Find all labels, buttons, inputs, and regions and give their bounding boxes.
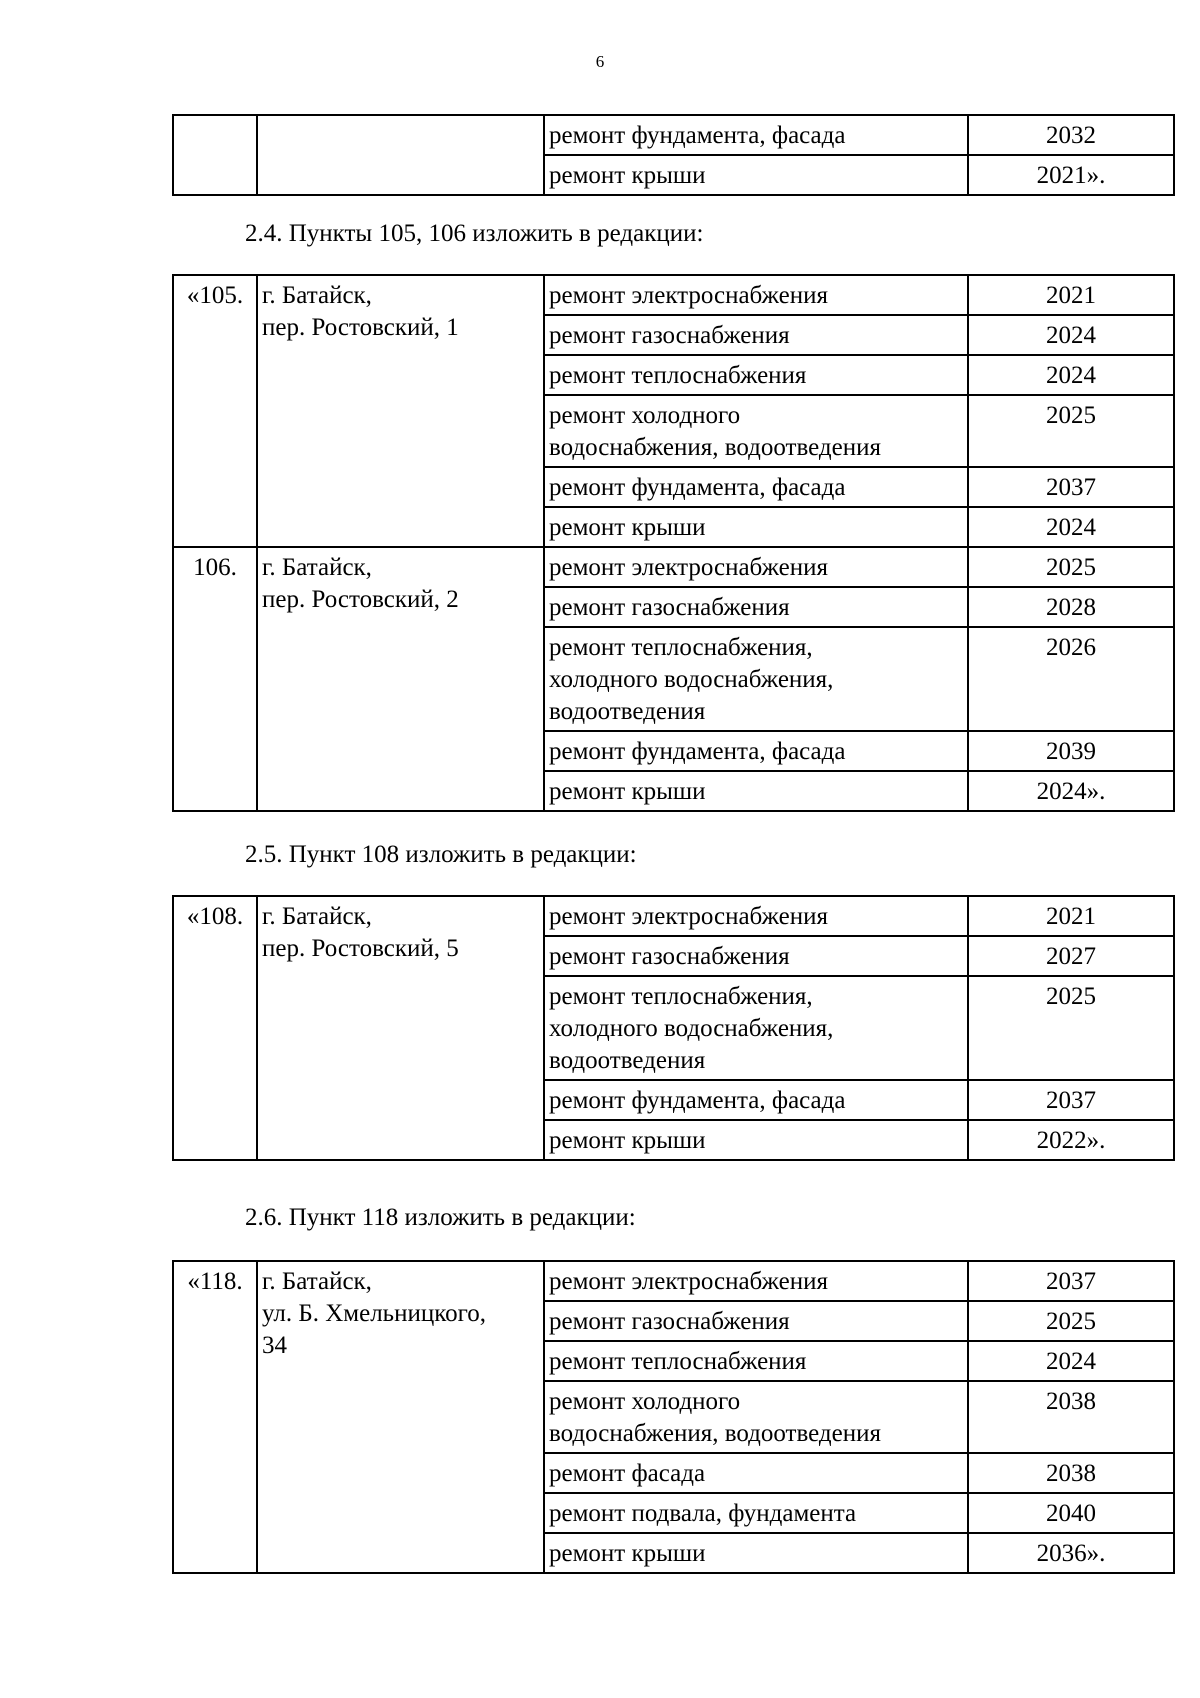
table-row [173, 115, 1174, 155]
work-line: холодного водоснабжения, [549, 666, 834, 693]
item-number-cell: «108. [173, 896, 257, 1160]
work-cell [544, 896, 968, 936]
work-line: ремонт газоснабжения [549, 594, 790, 621]
work-line: ремонт электроснабжения [549, 282, 828, 309]
address-cell [257, 896, 544, 1160]
work-cell [544, 1261, 968, 1301]
work-line: холодного водоснабжения, [549, 1015, 834, 1042]
table-row [173, 275, 1174, 315]
work-line: водоснабжения, водоотведения [549, 434, 881, 461]
item-number-cell: 106. [173, 547, 257, 811]
work-cell [544, 507, 968, 547]
address-line: г. Батайск, [262, 1268, 372, 1295]
year-cell: 2038 [968, 1381, 1174, 1453]
year-cell: 2037 [968, 467, 1174, 507]
work-cell [544, 976, 968, 1080]
year-cell: 2024 [968, 355, 1174, 395]
address-line: ул. Б. Хмельницкого, [262, 1300, 486, 1327]
year-cell: 2024». [968, 771, 1174, 811]
address-line: г. Батайск, [262, 282, 372, 309]
work-line: ремонт теплоснабжения, [549, 634, 813, 661]
year-cell: 2039 [968, 731, 1174, 771]
year-cell: 2025 [968, 976, 1174, 1080]
work-line: ремонт крыши [549, 778, 706, 805]
work-cell [544, 936, 968, 976]
work-cell [544, 771, 968, 811]
work-line: ремонт крыши [549, 1127, 706, 1154]
work-cell [544, 1080, 968, 1120]
year-cell: 2032 [968, 115, 1174, 155]
item-number-cell: «118. [173, 1261, 257, 1573]
year-cell: 2037 [968, 1261, 1174, 1301]
work-line: водоснабжения, водоотведения [549, 1420, 881, 1447]
table-row [173, 547, 1174, 587]
section-heading-2-5: 2.5. Пункт 108 изложить в редакции: [245, 841, 637, 868]
year-cell: 2021». [968, 155, 1174, 195]
work-line: ремонт фасада [549, 1460, 706, 1487]
work-cell [544, 275, 968, 315]
year-cell: 2022». [968, 1120, 1174, 1160]
work-line: ремонт холодного [549, 1388, 741, 1415]
work-cell [544, 395, 968, 467]
work-line: ремонт крыши [549, 514, 706, 541]
work-cell [544, 731, 968, 771]
work-cell [544, 467, 968, 507]
work-cell [544, 315, 968, 355]
work-line: ремонт газоснабжения [549, 322, 790, 349]
year-cell: 2028 [968, 587, 1174, 627]
year-cell: 2024 [968, 507, 1174, 547]
work-line: ремонт теплоснабжения [549, 1348, 807, 1375]
work-line: водоотведения [549, 1047, 706, 1074]
year-cell: 2036». [968, 1533, 1174, 1573]
section-heading-2-4: 2.4. Пункты 105, 106 изложить в редакции: [245, 220, 704, 247]
work-line: ремонт фундамента, фасада [549, 1087, 846, 1114]
year-cell: 2021 [968, 275, 1174, 315]
work-cell [544, 547, 968, 587]
work-cell [544, 1381, 968, 1453]
work-cell [544, 1493, 968, 1533]
work-cell: ремонт крыши [544, 155, 968, 195]
address-line: пер. Ростовский, 2 [262, 586, 459, 613]
work-cell [544, 355, 968, 395]
page-number: 6 [595, 52, 605, 71]
table-row [173, 896, 1174, 936]
work-line: ремонт теплоснабжения, [549, 983, 813, 1010]
item-number-cell: «105. [173, 275, 257, 547]
table-item-108 [172, 895, 1175, 1161]
work-cell [544, 587, 968, 627]
address-line: г. Батайск, [262, 903, 372, 930]
work-cell [544, 627, 968, 731]
section-heading-2-6: 2.6. Пункт 118 изложить в редакции: [245, 1204, 636, 1231]
year-cell: 2025 [968, 1301, 1174, 1341]
year-cell: 2037 [968, 1080, 1174, 1120]
year-cell: 2025 [968, 395, 1174, 467]
year-cell: 2024 [968, 1341, 1174, 1381]
work-cell [544, 1341, 968, 1381]
work-cell: ремонт фундамента, фасада [544, 115, 968, 155]
work-line: ремонт теплоснабжения [549, 362, 807, 389]
work-line: ремонт электроснабжения [549, 554, 828, 581]
work-cell [544, 1120, 968, 1160]
year-cell: 2038 [968, 1453, 1174, 1493]
work-line: ремонт фундамента, фасада [549, 738, 846, 765]
year-cell: 2040 [968, 1493, 1174, 1533]
address-line: пер. Ростовский, 1 [262, 314, 459, 341]
item-number-cell [173, 115, 257, 195]
work-line: ремонт подвала, фундамента [549, 1500, 857, 1527]
year-cell: 2025 [968, 547, 1174, 587]
address-cell [257, 547, 544, 811]
address-cell [257, 115, 544, 195]
address-cell [257, 275, 544, 547]
table-row [173, 1261, 1174, 1301]
address-line: г. Батайск, [262, 554, 372, 581]
continuation-table [172, 114, 1175, 196]
table-items-105-106 [172, 274, 1175, 812]
year-cell: 2027 [968, 936, 1174, 976]
address-cell [257, 1261, 544, 1573]
work-line: ремонт крыши [549, 1540, 706, 1567]
work-cell [544, 1453, 968, 1493]
work-cell [544, 1533, 968, 1573]
address-line: пер. Ростовский, 5 [262, 935, 459, 962]
work-line: ремонт газоснабжения [549, 1308, 790, 1335]
work-cell [544, 1301, 968, 1341]
year-cell: 2021 [968, 896, 1174, 936]
work-line: ремонт газоснабжения [549, 943, 790, 970]
work-line: ремонт электроснабжения [549, 903, 828, 930]
work-line: ремонт электроснабжения [549, 1268, 828, 1295]
work-line: водоотведения [549, 698, 706, 725]
table-item-118 [172, 1260, 1175, 1574]
work-line: ремонт холодного [549, 402, 741, 429]
year-cell: 2024 [968, 315, 1174, 355]
work-line: ремонт фундамента, фасада [549, 474, 846, 501]
year-cell: 2026 [968, 627, 1174, 731]
address-line: 34 [262, 1332, 287, 1359]
